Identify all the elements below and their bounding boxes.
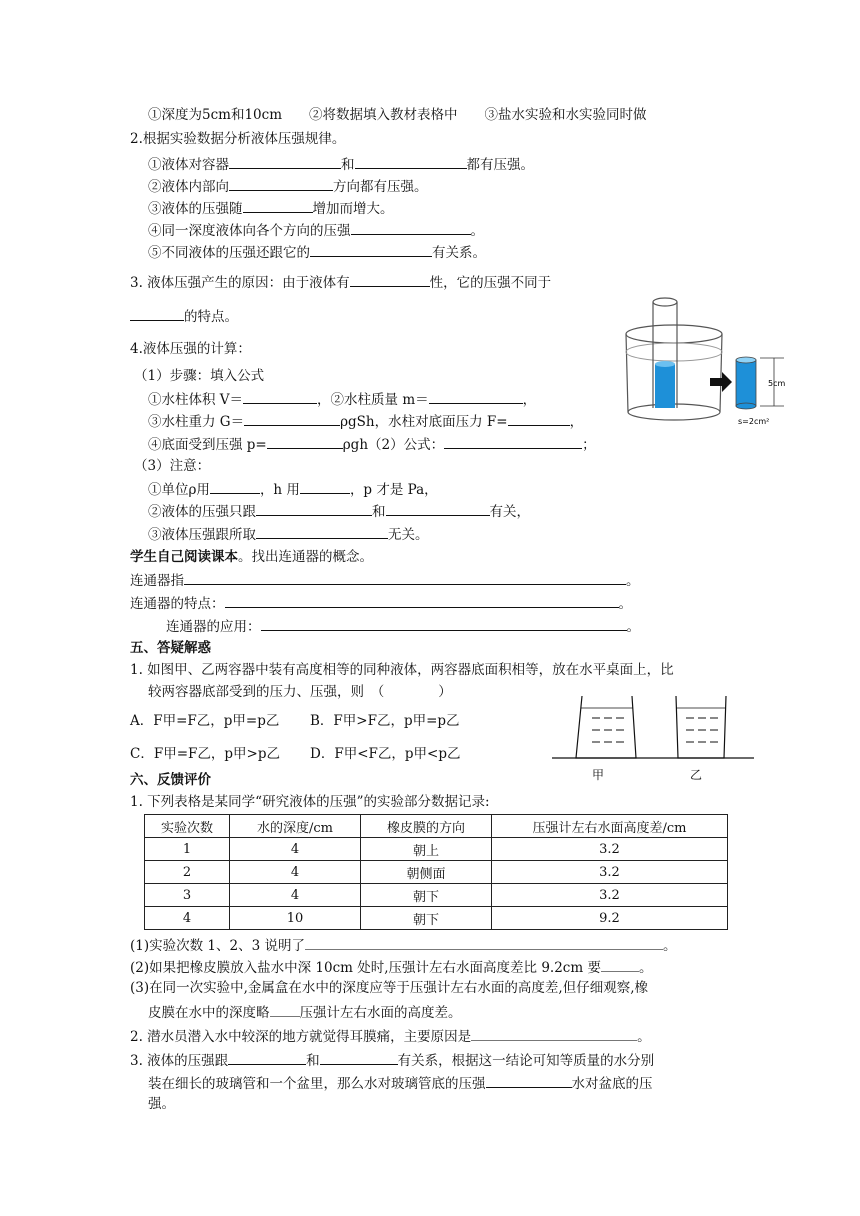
blank[interactable] — [256, 524, 388, 539]
table-cell: 2 — [145, 861, 230, 884]
s6-q3-line2 — [148, 1073, 653, 1093]
table-cell: 朝侧面 — [361, 861, 492, 884]
s5-option-c[interactable]: C．F甲=F乙，p甲>p乙 — [130, 746, 280, 762]
q3-line1 — [130, 272, 551, 292]
connector-feature-label: 连通器的特点： — [130, 596, 225, 612]
table-row — [145, 838, 728, 861]
table-row — [145, 907, 728, 930]
connector-app-label: 连通器的应用： — [166, 619, 261, 635]
q4-n2c: 有关， — [489, 504, 530, 520]
connector-feature — [130, 593, 632, 613]
table-row — [145, 861, 728, 884]
extracted-column-top — [736, 357, 756, 363]
blank[interactable] — [229, 176, 333, 191]
blank[interactable] — [310, 242, 432, 257]
s6-p2 — [130, 957, 652, 977]
extracted-column-bottom — [736, 403, 756, 409]
s6-q3-line3: 强。 — [148, 1096, 175, 1112]
area-label: s=2cm² — [738, 417, 770, 426]
s5-option-d[interactable]: D．F甲<F乙，p甲<p乙 — [310, 746, 461, 762]
table-cell: 3.2 — [492, 861, 728, 884]
q4-n2b: 和 — [372, 504, 386, 520]
q4-s1c: ， — [522, 392, 537, 408]
height-label: 5cm — [768, 379, 786, 388]
section5-heading: 五、答疑解惑 — [130, 640, 211, 656]
q4-title: 4.液体压强的计算： — [130, 341, 251, 357]
label-yi: 乙 — [690, 768, 703, 782]
q2-l5b: 有关系。 — [432, 245, 486, 261]
table-cell: 10 — [230, 907, 361, 930]
table-cell: 4 — [230, 838, 361, 861]
q4-s1b: ，②水柱质量 m＝ — [317, 392, 429, 408]
container-jia — [576, 696, 636, 758]
reading-title-rest: 。找出连通器的概念。 — [238, 549, 373, 565]
q4-s2c: ， — [569, 414, 584, 430]
blank[interactable] — [350, 272, 430, 287]
blank[interactable] — [261, 616, 627, 631]
q4-s3b: ρgh（2）公式： — [342, 437, 445, 453]
table-cell: 4 — [230, 861, 361, 884]
q4-s2a: ③水柱重力 G＝ — [148, 414, 245, 430]
blank[interactable] — [355, 154, 467, 169]
table-cell: 3.2 — [492, 884, 728, 907]
blank[interactable] — [508, 411, 570, 426]
blank[interactable] — [184, 570, 626, 585]
q3-line2 — [130, 306, 238, 326]
q2-line5 — [148, 242, 486, 262]
containers-figure — [544, 688, 758, 772]
blank[interactable] — [601, 957, 639, 972]
blank[interactable] — [444, 434, 582, 449]
q2-l2b: 方向都有压强。 — [333, 179, 428, 195]
q4-n3a: ③液体压强跟所取 — [148, 527, 256, 543]
s6-q3a: 3. 液体的压强跟 — [130, 1053, 229, 1069]
s6-p3-line2 — [148, 1002, 462, 1022]
table-cell: 朝下 — [361, 907, 492, 930]
beaker-figure — [618, 294, 800, 434]
q4-n3b: 无关。 — [388, 527, 429, 543]
blank[interactable] — [243, 389, 317, 404]
blank[interactable] — [351, 220, 471, 235]
q2-l2a: ②液体内部向 — [148, 179, 229, 195]
water-column-top — [655, 361, 675, 367]
blank[interactable] — [228, 1050, 306, 1065]
q2-title: 2.根据实验数据分析液体压强规律。 — [130, 131, 346, 147]
table-header: 压强计左右水面高度差/cm — [492, 815, 728, 838]
blank[interactable] — [300, 479, 350, 494]
q4-n2a: ②液体的压强只跟 — [148, 504, 256, 520]
q2-line1 — [148, 154, 534, 174]
s6-p3-line2b: 压强计左右水面的高度差。 — [299, 1005, 462, 1021]
s6-q3b: 和 — [306, 1053, 320, 1069]
extracted-column — [736, 360, 756, 406]
table-cell: 3 — [145, 884, 230, 907]
q3-b: 性，它的压强不同于 — [429, 275, 552, 291]
q2-l1c: 都有压强。 — [466, 157, 534, 173]
q2-line4 — [148, 220, 484, 240]
table-cell: 朝下 — [361, 884, 492, 907]
table-header: 橡皮膜的方向 — [361, 815, 492, 838]
q2-l4a: ④同一深度液体向各个方向的压强 — [148, 223, 351, 239]
section6-heading: 六、反馈评价 — [130, 772, 211, 788]
s6-q2 — [130, 1026, 651, 1046]
q2-l4b: 。 — [470, 223, 484, 239]
s6-p2-end: 。 — [638, 960, 653, 976]
q4-note: （3）注意： — [134, 458, 211, 474]
s6-p3-line1: (3)在同一次实验中,金属盒在水中的深度应等于压强计左右水面的高度差,但仔细观察,橡 — [130, 980, 648, 996]
q2-l5a: ⑤不同液体的压强还跟它的 — [148, 245, 310, 261]
s6-p1 — [130, 935, 676, 955]
blank[interactable] — [267, 434, 343, 449]
tube-top — [653, 298, 677, 306]
q2-l3b: 增加而增大。 — [312, 201, 394, 217]
beaker-left-wall — [626, 334, 628, 412]
connector-def-label: 连通器指 — [130, 573, 184, 589]
table-header: 水的深度/cm — [230, 815, 361, 838]
blank[interactable] — [270, 1002, 300, 1017]
beaker-rim — [626, 325, 722, 343]
s6-q1: 1. 下列表格是某同学“研究液体的压强”的实验部分数据记录: — [130, 794, 490, 810]
q4-s3 — [148, 434, 596, 454]
q4-n1 — [148, 479, 438, 499]
label-jia: 甲 — [592, 768, 605, 782]
q3-a: 3. 液体压强产生的原因：由于液体有 — [130, 275, 350, 291]
s6-q3-line1 — [130, 1050, 654, 1070]
table-header-row — [145, 815, 728, 838]
blank[interactable] — [429, 389, 523, 404]
blank[interactable] — [210, 479, 260, 494]
s6-p3-line2a: 皮膜在水中的深度略 — [148, 1005, 270, 1021]
s6-q3c: 有关系，根据这一结论可知等质量的水分别 — [397, 1053, 655, 1069]
s6-q2-end: 。 — [637, 1029, 651, 1045]
q3-c: 的特点。 — [184, 309, 238, 325]
q2-l1a: ①液体对容器 — [148, 157, 229, 173]
data-table — [144, 814, 728, 930]
table-cell: 9.2 — [492, 907, 728, 930]
q4-n2 — [148, 501, 530, 521]
blank[interactable] — [471, 1026, 637, 1041]
blank[interactable] — [256, 501, 372, 516]
blank[interactable] — [130, 306, 184, 321]
s6-q3-line2a: 装在细长的玻璃管和一个盆里，那么水对玻璃管底的压强 — [148, 1076, 486, 1092]
connector-feature-end: 。 — [618, 596, 632, 612]
blank[interactable] — [320, 1050, 398, 1065]
connector-def — [130, 570, 640, 590]
q4-s3a: ④底面受到压强 p= — [148, 437, 267, 453]
q4-s2 — [148, 411, 583, 431]
q4-n1b: ，h 用 — [259, 482, 300, 498]
q4-s1a: ①水柱体积 V＝ — [148, 392, 244, 408]
s5-option-b[interactable]: B．F甲>F乙，p甲=p乙 — [310, 713, 460, 729]
water-column — [655, 364, 675, 408]
table-row — [145, 884, 728, 907]
blank[interactable] — [486, 1073, 572, 1088]
connector-app-end: 。 — [626, 619, 640, 635]
s6-q3-line2b: 水对盆底的压 — [571, 1076, 653, 1092]
blank[interactable] — [243, 198, 313, 213]
blank[interactable] — [305, 935, 663, 950]
q4-n1a: ①单位ρ用 — [148, 482, 210, 498]
s6-p1-text: (1)实验次数 1、2、3 说明了 — [130, 938, 305, 954]
s6-p2-text: (2)如果把橡皮膜放入盐水中深 10cm 处时,压强计左右水面高度差比 9.2cm 要 — [130, 960, 601, 976]
table-cell: 3.2 — [492, 838, 728, 861]
q4-s2b: ρgSh，水柱对底面压力 F= — [340, 414, 508, 430]
s5-q-line1: 1. 如图甲、乙两容器中装有高度相等的同种液体，两容器底面积相等，放在水平桌面上，比 — [130, 662, 674, 678]
q2-line3 — [148, 198, 394, 218]
blank[interactable] — [225, 593, 619, 608]
s5-q-line2: 较两容器底部受到的压力、压强，则 （ ） — [148, 684, 452, 700]
water-surface — [626, 343, 722, 361]
q4-n1c: ，p 才是 Pa， — [349, 482, 438, 498]
blank[interactable] — [229, 154, 341, 169]
connector-def-end: 。 — [626, 573, 640, 589]
q4-step: （1）步骤：填入公式 — [134, 368, 265, 384]
table-cell: 朝上 — [361, 838, 492, 861]
s6-p1-end: 。 — [662, 938, 677, 954]
container-yi — [676, 696, 726, 758]
table-cell: 4 — [145, 907, 230, 930]
table-cell: 1 — [145, 838, 230, 861]
s6-q2-text: 2. 潜水员潜入水中较深的地方就觉得耳膜痛，主要原因是 — [130, 1029, 472, 1045]
reading-line — [130, 548, 373, 566]
intro-line: ①深度为5cm和10cm ②将数据填入教材表格中 ③盐水实验和水实验同时做 — [148, 107, 647, 123]
q2-l3a: ③液体的压强随 — [148, 201, 243, 217]
table-cell: 4 — [230, 884, 361, 907]
blank[interactable] — [386, 501, 490, 516]
q4-s1 — [148, 389, 536, 409]
s5-option-a[interactable]: A．F甲=F乙，p甲=p乙 — [130, 713, 280, 729]
q2-line2 — [148, 176, 428, 196]
beaker-right-wall — [720, 334, 722, 412]
q2-l1b: 和 — [341, 157, 355, 173]
connector-app — [166, 616, 640, 636]
blank[interactable] — [244, 411, 340, 426]
q4-s3c: ； — [582, 437, 596, 453]
reading-title: 学生自己阅读课本 — [130, 549, 238, 565]
q4-n3 — [148, 524, 429, 544]
table-header: 实验次数 — [145, 815, 230, 838]
